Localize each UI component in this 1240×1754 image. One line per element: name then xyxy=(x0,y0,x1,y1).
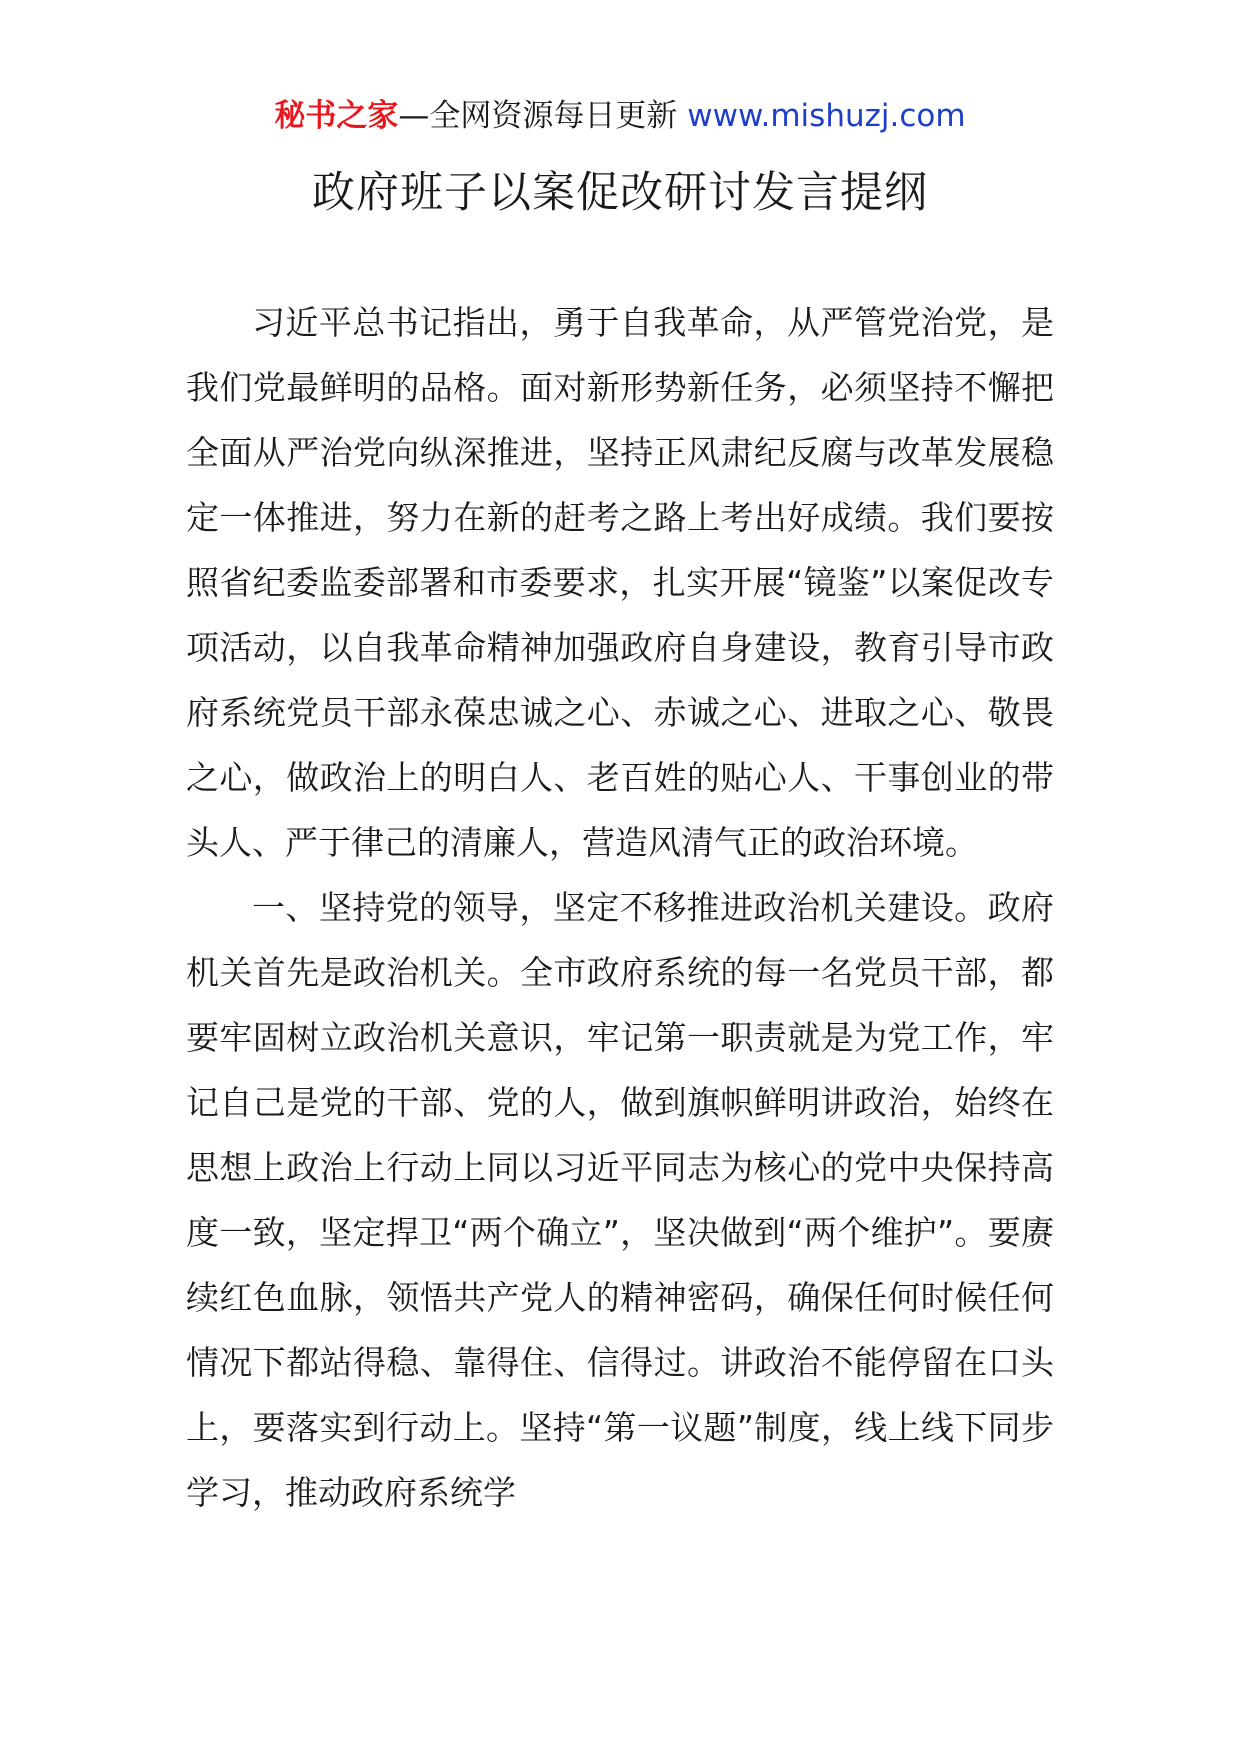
paragraph-intro xyxy=(186,290,1054,875)
site-tagline: —全网资源每日更新 xyxy=(398,98,688,134)
section-heading: 一、坚持党的领导，坚定不移推进政治机关建设。 xyxy=(252,888,988,927)
site-brand: 秘书之家 xyxy=(274,98,399,134)
site-url: www.mishuzj.com xyxy=(687,98,966,134)
document-body xyxy=(186,290,1054,1525)
site-header xyxy=(0,96,1240,136)
paragraph-text: 习近平总书记指出，勇于自我革命，从严管党治党，是我们党最鲜明的品格。面对新形势新任务，必须坚持不懈把全面从严治党向纵深推进，坚持正风肃纪反腐与改革发展稳定一体推进，努力在新的赶考之路上考出好成绩。我们要按照省纪委监委部署和市委要求，扎实开展“镜鉴”以案促改专项活动，以自我革命精神加强政府自身建设，教育引导市政府系统党员干部永葆忠诚之心、赤诚之心、进取之心、敬畏之心，做政治上的明白人、老百姓的贴心人、干事创业的带头人、严于律己的清廉人，营造风清气正的政治环境。 xyxy=(186,303,1054,862)
paragraph-text: 政府机关首先是政治机关。全市政府系统的每一名党员干部，都要牢固树立政治机关意识，牢记第一职责就是为党工作，牢记自己是党的干部、党的人，做到旗帜鲜明讲政治，始终在思想上政治上行动上同以习近平同志为核心的党中央保持高度一致，坚定捍卫“两个确立”，坚决做到“两个维护”。要赓续红色血脉，领悟共产党人的精神密码，确保任何时候任何情况下都站得稳、靠得住、信得过。讲政治不能停留在口头上，要落实到行动上。坚持“第一议题”制度，线上线下同步学习，推动政府系统学 xyxy=(186,888,1055,1512)
document-title: 政府班子以案促改研讨发言提纲 xyxy=(312,168,928,218)
paragraph-section-1 xyxy=(186,875,1054,1525)
